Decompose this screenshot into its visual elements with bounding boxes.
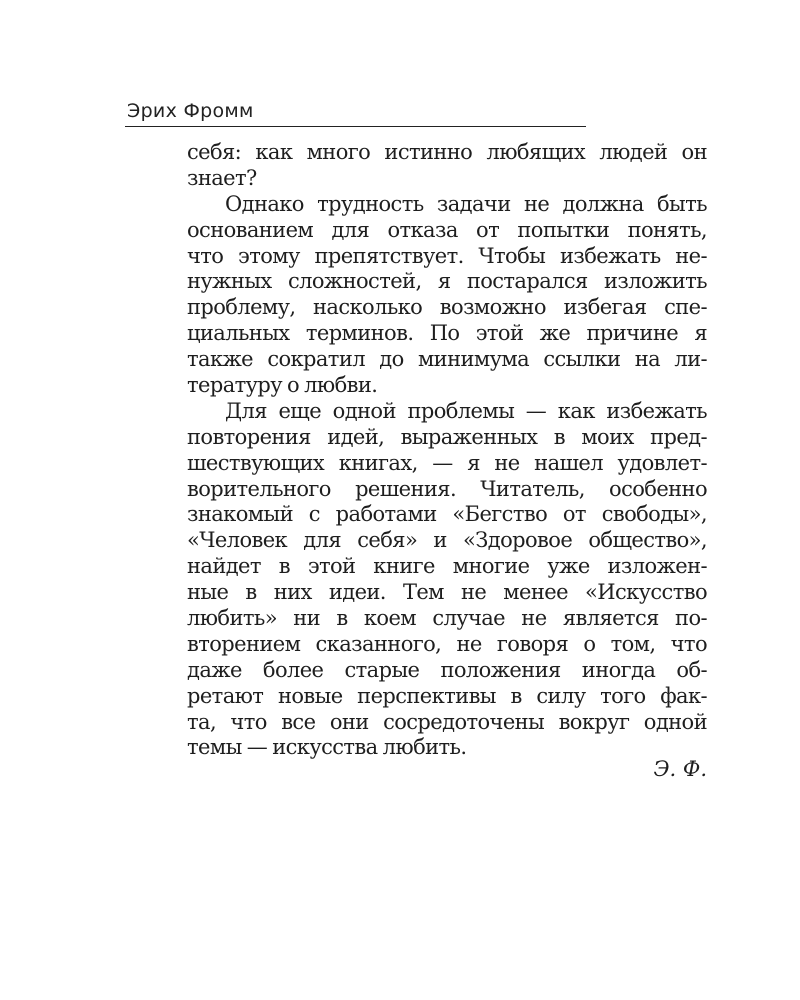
running-head-author: Эрих Фромм [127, 100, 254, 122]
text-line: даже более старые положения иногда об- [187, 657, 707, 682]
text-line: проблему, насколько возможно избегая спе- [187, 295, 707, 320]
text-line: циальных терминов. По этой же причине я [187, 321, 707, 346]
text-line: шествующих книгах, — я не нашел удовлет- [187, 450, 707, 475]
author-initials-signature: Э. Ф. [653, 757, 707, 781]
text-line: та, что все они сосредоточены вокруг одной [187, 709, 707, 734]
text-line: основанием для отказа от попытки понять, [187, 217, 707, 242]
text-line: что этому препятствует. Чтобы избежать не- [187, 243, 707, 268]
text-line: ворительного решения. Читатель, особенно [187, 476, 707, 501]
text-line: ретают новые перспективы в силу того фак- [187, 683, 707, 708]
text-line: любить» ни в коем случае не является по- [187, 606, 707, 631]
text-line: вторением сказанного, не говоря о том, что [187, 631, 707, 656]
text-line: себя: как много истинно любящих людей он [187, 140, 707, 164]
header-rule [125, 126, 586, 127]
text-line: «Человек для себя» и «Здоровое общество», [187, 528, 707, 553]
body-text [187, 140, 707, 761]
text-line: повторения идей, выраженных в моих пред- [187, 424, 707, 449]
text-line: знакомый с работами «Бегство от свободы», [187, 502, 707, 527]
text-line: темы — искусства любить. [187, 735, 467, 760]
text-line: нужных сложностей, я постарался изложить [187, 269, 707, 294]
text-line: также сократил до минимума ссылки на ли- [187, 347, 707, 372]
text-line: ные в них идеи. Тем не менее «Искусство [187, 580, 707, 605]
text-line: найдет в этой книге многие уже изложен- [187, 554, 707, 579]
text-line: Однако трудность задачи не должна быть [225, 191, 707, 216]
text-line: знает? [187, 165, 257, 190]
text-line: тературу о любви. [187, 373, 378, 398]
text-line: Для еще одной проблемы — как избежать [225, 398, 707, 423]
